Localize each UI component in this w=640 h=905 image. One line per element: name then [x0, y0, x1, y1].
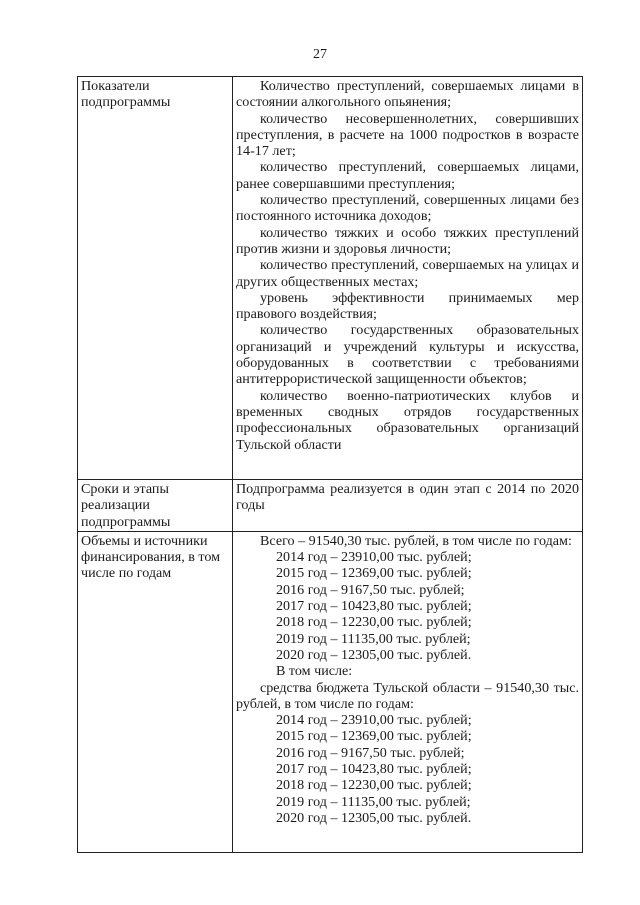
indicator-item: количество тяжких и особо тяжких преступлений против жизни и здоровья личности;	[236, 224, 579, 257]
indicator-item: Количество преступлений, совершаемых лицами в состоянии алкогольного опьянения;	[236, 78, 579, 111]
financing-value	[233, 531, 583, 852]
financing-year-line: 2017 год – 10423,80 тыс. рублей;	[276, 598, 472, 615]
financing-year-line: 2019 год – 11135,00 тыс. рублей;	[276, 630, 471, 647]
indicator-item: количество преступлений, совершаемых лицами, ранее совершавшими преступления;	[236, 159, 579, 192]
page-number: 27	[313, 47, 327, 62]
indicator-item: количество преступлений, совершенных лицами без постоянного источника доходов;	[236, 192, 579, 225]
table-row-financing	[78, 531, 583, 852]
indicators-label: Показатели подпрограммы	[78, 77, 233, 480]
regional-year-line: 2019 год – 11135,00 тыс. рублей;	[276, 793, 471, 810]
indicator-item: уровень эффективности принимаемых мер правового воздействия;	[236, 289, 579, 323]
table-row-terms	[78, 480, 583, 532]
financing-year-line: 2018 год – 12230,00 тыс. рублей;	[276, 614, 472, 631]
financing-label: Объемы и источники финансирования, в том числе по годам	[78, 531, 233, 852]
indicator-item: количество преступлений, совершаемых на улицах и других общественных местах;	[236, 257, 579, 290]
indicator-item: количество военно-патриотических клубов и временных сводных отрядов государственных профессиональных образовательных организаций Тульской области	[236, 387, 579, 453]
financing-including: В том числе:	[276, 663, 353, 680]
regional-year-line: 2015 год – 12369,00 тыс. рублей;	[276, 728, 472, 745]
financing-year-line: 2020 год – 12305,00 тыс. рублей.	[276, 646, 472, 663]
subprogram-passport-table	[77, 76, 583, 853]
financing-year-line: 2015 год – 12369,00 тыс. рублей;	[276, 565, 472, 582]
regional-year-line: 2018 год – 12230,00 тыс. рублей;	[276, 777, 472, 794]
regional-year-line: 2017 год – 10423,80 тыс. рублей;	[276, 761, 472, 778]
terms-text: Подпрограмма реализуется в один этап с 2014 по 2020 годы	[236, 481, 579, 514]
financing-year-line: 2014 год – 23910,00 тыс. рублей;	[276, 549, 472, 566]
indicators-value	[233, 77, 583, 480]
financing-regional: средства бюджета Тульской области – 91540,30 тыс. рублей, в том числе по годам:	[236, 679, 579, 712]
terms-label: Сроки и этапы реализации подпрограммы	[78, 480, 233, 532]
regional-year-line: 2016 год – 9167,50 тыс. рублей;	[276, 744, 465, 761]
regional-year-line: 2014 год – 23910,00 тыс. рублей;	[276, 712, 472, 729]
indicator-item: количество государственных образовательных организаций и учреждений культуры и искусства, оборудованных в соответствии с требованиями антитеррористической защищенности объектов;	[236, 322, 579, 388]
financing-total: Всего – 91540,30 тыс. рублей, в том числе по годам:	[260, 532, 572, 549]
indicator-item: количество несовершеннолетних, совершивших преступления, в расчете на 1000 подростков в возрасте 14-17 лет;	[236, 110, 579, 160]
regional-year-line: 2020 год – 12305,00 тыс. рублей.	[276, 809, 472, 826]
table-row-indicators	[78, 77, 583, 480]
financing-year-line: 2016 год – 9167,50 тыс. рублей;	[276, 581, 465, 598]
terms-value	[233, 480, 583, 532]
